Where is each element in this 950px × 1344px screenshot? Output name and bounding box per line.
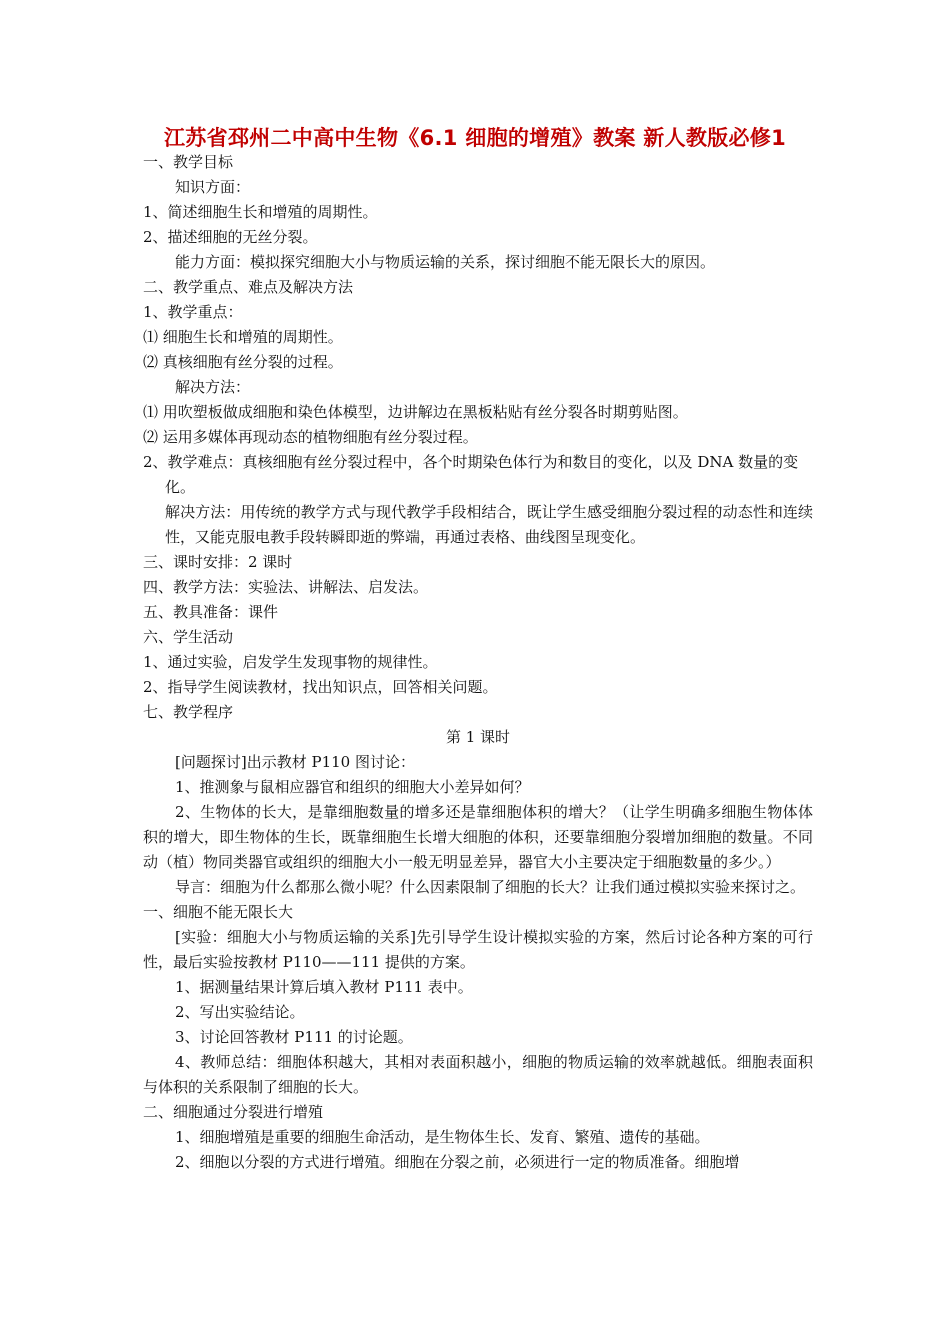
- text-paragraph: 2、教学难点：真核细胞有丝分裂过程中，各个时期染色体行为和数目的变化，以及 DNA 数量的变化。: [143, 453, 799, 496]
- text-line: 1、教学重点：: [143, 303, 243, 321]
- section-heading: 二、细胞通过分裂进行增殖: [143, 1103, 324, 1121]
- text-line: 1、细胞增殖是重要的细胞生命活动，是生物体生长、发育、繁殖、遗传的基础。: [175, 1128, 710, 1146]
- text-line: 1、通过实验，启发学生发现事物的规律性。: [143, 653, 438, 671]
- text-line: 1、简述细胞生长和增殖的周期性。: [143, 203, 378, 221]
- text-line: 1、推测象与鼠相应器官和组织的细胞大小差异如何？: [175, 778, 530, 796]
- subheading: 知识方面：: [175, 178, 251, 196]
- text-paragraph: 导言：细胞为什么都那么微小呢？什么因素限制了细胞的长大？让我们通过模拟实验来探讨之。: [175, 878, 806, 896]
- text-line: 1、据测量结果计算后填入教材 P111 表中。: [175, 978, 473, 996]
- document-title: 江苏省邳州二中高中生物《6.1 细胞的增殖》教案 新人教版必修1: [163, 126, 787, 150]
- section-heading: 六、学生活动: [143, 628, 234, 646]
- text-line: ⑴ 细胞生长和增殖的周期性。: [143, 328, 343, 346]
- text-line: 2、描述细胞的无丝分裂。: [143, 228, 318, 246]
- text-paragraph: 4、教师总结：细胞体积越大，其相对表面积越小，细胞的物质运输的效率就越低。细胞表面积与体积的关系限制了细胞的长大。: [143, 1053, 813, 1096]
- section-heading: 五、教具准备：课件: [143, 603, 279, 621]
- text-line: 能力方面：模拟探究细胞大小与物质运输的关系，探讨细胞不能无限长大的原因。: [175, 253, 716, 271]
- text-line: ⑴ 用吹塑板做成细胞和染色体模型，边讲解边在黑板粘贴有丝分裂各时期剪贴图。: [143, 403, 688, 421]
- text-line: ⑵ 运用多媒体再现动态的植物细胞有丝分裂过程。: [143, 428, 478, 446]
- text-paragraph: 解决方法：用传统的教学方式与现代教学手段相结合，既让学生感受细胞分裂过程的动态性和连续性，又能克服电教手段转瞬即逝的弊端，再通过表格、曲线图呈现变化。: [165, 503, 813, 546]
- section-heading: 一、细胞不能无限长大: [143, 903, 294, 921]
- text-line: ⑵ 真核细胞有丝分裂的过程。: [143, 353, 343, 371]
- text-line: 2、指导学生阅读教材，找出知识点，回答相关问题。: [143, 678, 498, 696]
- section-heading: 二、教学重点、难点及解决方法: [143, 278, 354, 296]
- text-line: 2、细胞以分裂的方式进行增殖。细胞在分裂之前，必须进行一定的物质准备。细胞增: [175, 1153, 740, 1171]
- text-line: 3、讨论回答教材 P111 的讨论题。: [175, 1028, 413, 1046]
- text-line: 2、写出实验结论。: [175, 1003, 305, 1021]
- document-body: [143, 150, 813, 1175]
- section-heading: 三、课时安排：2 课时: [143, 553, 293, 571]
- section-heading: 四、教学方法：实验法、讲解法、启发法。: [143, 578, 429, 596]
- section-heading: 一、教学目标: [143, 153, 234, 171]
- text-paragraph: [实验：细胞大小与物质运输的关系]先引导学生设计模拟实验的方案，然后讨论各种方案的可行性，最后实验按教材 P110——111 提供的方案。: [143, 928, 813, 971]
- text-line: [问题探讨]出示教材 P110 图讨论：: [175, 753, 415, 771]
- text-paragraph: 2、生物体的长大，是靠细胞数量的增多还是靠细胞体积的增大？（让学生明确多细胞生物体体积的增大，即生物体的生长，既靠细胞生长增大细胞的体积，还要靠细胞分裂增加细胞的数量。不同动（植）物同类器官或组织的细胞大小一般无明显差异，器官大小主要决定于细胞数量的多少。）: [143, 803, 813, 871]
- section-heading: 七、教学程序: [143, 703, 234, 721]
- subheading: 解决方法：: [175, 378, 251, 396]
- lesson-heading: 第 1 课时: [445, 728, 511, 746]
